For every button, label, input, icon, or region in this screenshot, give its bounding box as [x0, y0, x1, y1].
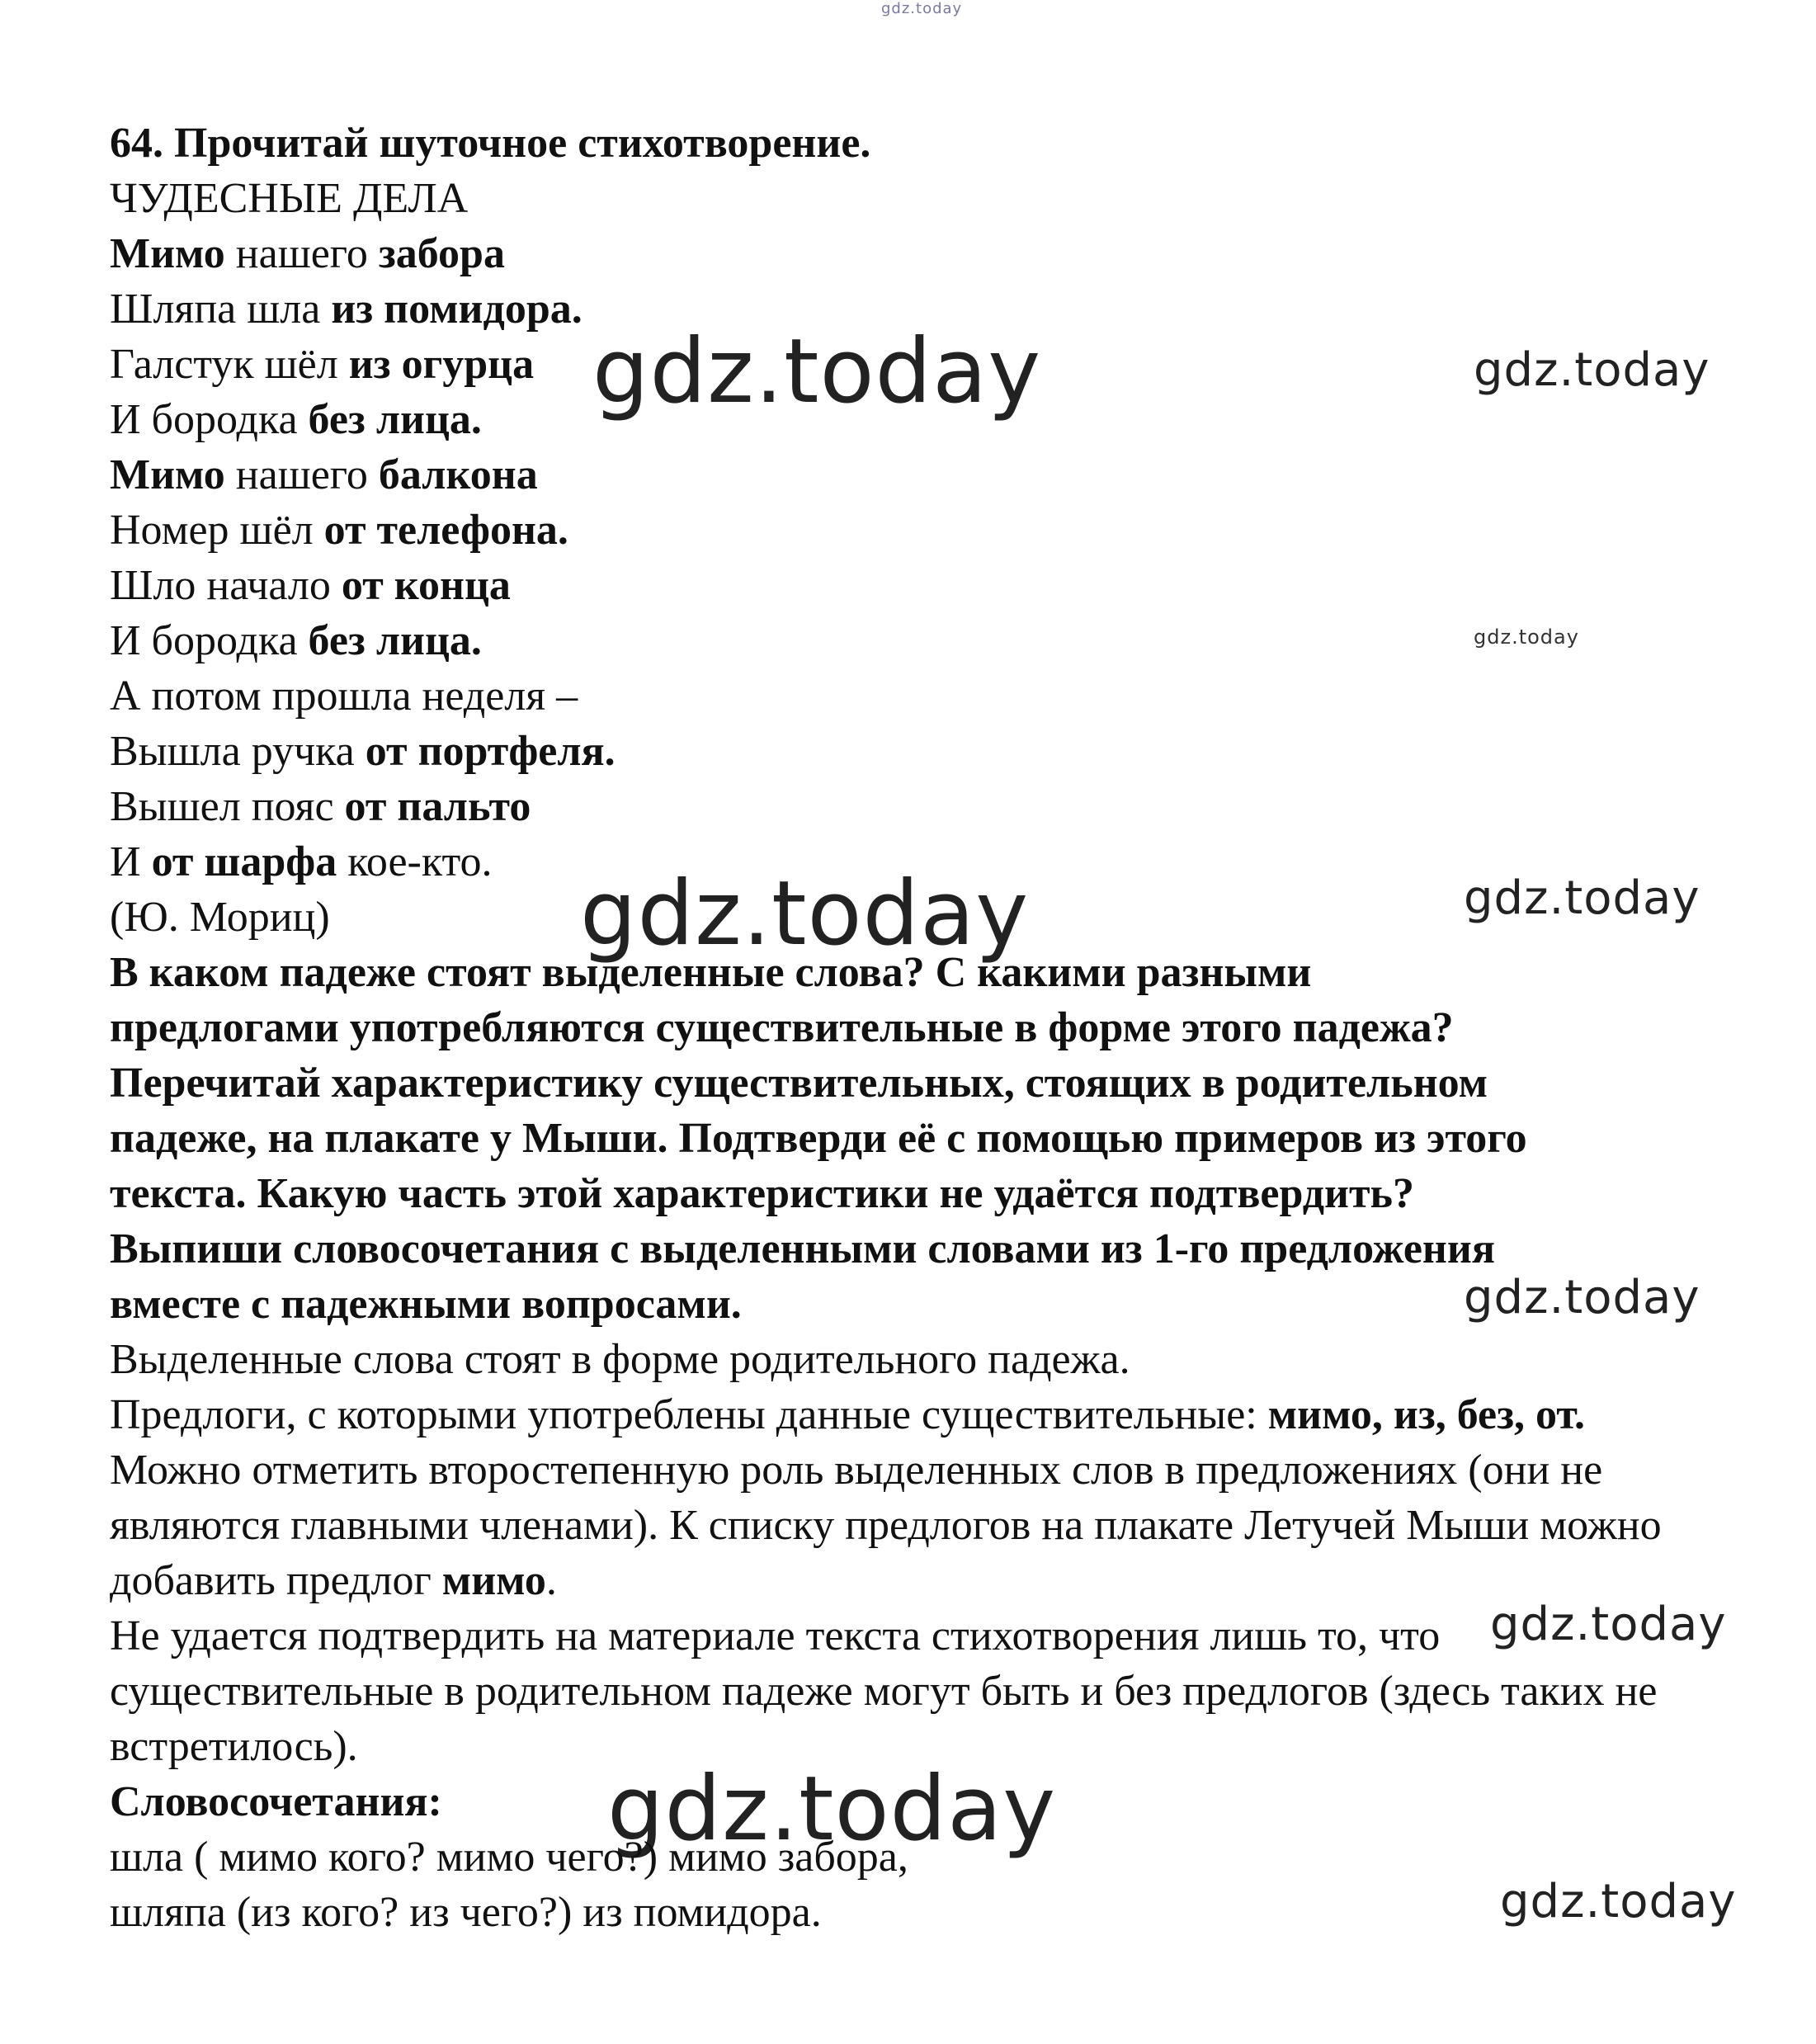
highlighted-text: от конца: [341, 562, 511, 609]
text-segment: И бородка: [110, 617, 309, 664]
phrases-list: [110, 1829, 1727, 1940]
highlighted-text: от телефона.: [323, 507, 568, 554]
text-segment: Шло начало: [110, 562, 342, 609]
poem-line: [110, 668, 1727, 724]
highlighted-text: без лица.: [308, 396, 482, 443]
highlighted-text: забора: [378, 230, 505, 277]
task-line: Выпиши словосочетания с выделенными словами из 1-го предложения: [110, 1225, 1495, 1272]
poem-title: ЧУДЕСНЫЕ ДЕЛА: [110, 175, 469, 222]
answer-paragraph: [110, 1387, 1727, 1442]
poem-line: [110, 724, 1727, 779]
text-segment: И бородка: [110, 396, 309, 443]
watermark-medium-1: gdz.today: [1474, 343, 1710, 397]
task-line: Перечитай характеристику существительных, стоящих в родительном: [110, 1060, 1488, 1107]
document-body: [110, 116, 1727, 1940]
text-segment: А потом прошла неделя –: [110, 673, 578, 720]
text-segment: Не удается подтвердить на материале текста стихотворения лишь то, что существительные в родительном падеже могут быть и без предлогов (здесь таких не встретилось).: [110, 1612, 1658, 1770]
task-line: падеже, на плакате у Мыши. Подтверди её с помощью примеров из этого: [110, 1115, 1527, 1162]
highlighted-text: из помидора.: [331, 286, 583, 333]
text-segment: нашего: [224, 230, 379, 277]
text-segment: Шляпа шла: [110, 286, 332, 333]
text-segment: И: [110, 838, 152, 885]
task-line: предлогами употребляются существительные в форме этого падежа?: [110, 1004, 1454, 1051]
watermark-large-1: gdz.today: [592, 320, 1042, 423]
text-segment: Можно отметить второстепенную роль выделенных слов в предложениях (они не являются главными членами). К списку предлогов на плакате Летучей Мыши можно добавить предлог: [110, 1447, 1662, 1604]
answer-paragraph: [110, 1442, 1727, 1608]
highlighted-text: от шарфа: [151, 838, 337, 885]
task-text: [110, 945, 1727, 1332]
phrase-item: шла ( мимо кого? мимо чего?) мимо забора,: [110, 1834, 908, 1881]
poem-line: [110, 392, 1727, 447]
text-segment: Вышел пояс: [110, 783, 345, 830]
task-line: текста. Какую часть этой характеристики не удаётся подтвердить?: [110, 1170, 1415, 1217]
answer-paragraph: [110, 1608, 1727, 1774]
highlighted-text: Мимо: [110, 451, 225, 498]
text-segment: Выделенные слова стоят в форме родительного падежа.: [110, 1336, 1130, 1383]
poem-line: [110, 834, 1727, 890]
poem-line: [110, 447, 1727, 503]
highlighted-text: из огурца: [348, 341, 535, 388]
watermark-large-3: gdz.today: [607, 1758, 1057, 1861]
highlighted-text: Мимо: [110, 230, 225, 277]
watermark-medium-3: gdz.today: [1464, 1271, 1700, 1324]
watermark-top: gdz.today: [881, 0, 963, 17]
highlighted-text: мимо, из, без, от.: [1267, 1391, 1585, 1438]
answer-paragraph: [110, 1332, 1727, 1387]
task-line: В каком падеже стоят выделенные слова? С какими разными: [110, 949, 1312, 996]
text-segment: .: [545, 1557, 557, 1604]
watermark-medium-5: gdz.today: [1500, 1875, 1737, 1928]
watermark-large-2: gdz.today: [580, 862, 1030, 965]
highlighted-text: балкона: [378, 451, 538, 498]
poem-line: [110, 779, 1727, 834]
text-segment: Галстук шёл: [110, 341, 349, 388]
text-segment: Номер шёл: [110, 507, 324, 554]
watermark-medium-4: gdz.today: [1490, 1598, 1727, 1651]
answer-text: [110, 1332, 1727, 1774]
exercise-heading: 64. Прочитай шуточное стихотворение.: [110, 120, 871, 167]
text-segment: Вышла ручка: [110, 728, 366, 775]
poem: [110, 226, 1727, 890]
poem-line: [110, 558, 1727, 613]
highlighted-text: от портфеля.: [365, 728, 616, 775]
task-line: вместе с падежными вопросами.: [110, 1281, 742, 1328]
watermark-small-1: gdz.today: [1474, 625, 1579, 649]
text-segment: кое-кто.: [337, 838, 493, 885]
highlighted-text: мимо: [441, 1557, 546, 1604]
text-segment: нашего: [224, 451, 379, 498]
watermark-medium-2: gdz.today: [1464, 871, 1700, 925]
poem-line: [110, 503, 1727, 558]
poem-line: [110, 281, 1727, 337]
phrases-heading: Словосочетания:: [110, 1778, 442, 1825]
text-segment: Предлоги, с которыми употреблены данные существительные:: [110, 1391, 1268, 1438]
poem-line: [110, 226, 1727, 281]
phrase-item: шляпа (из кого? из чего?) из помидора.: [110, 1889, 822, 1936]
highlighted-text: от пальто: [344, 783, 531, 830]
poem-line: [110, 613, 1727, 668]
poem-line: [110, 337, 1727, 392]
poem-author: (Ю. Мориц): [110, 894, 330, 941]
highlighted-text: без лица.: [308, 617, 482, 664]
